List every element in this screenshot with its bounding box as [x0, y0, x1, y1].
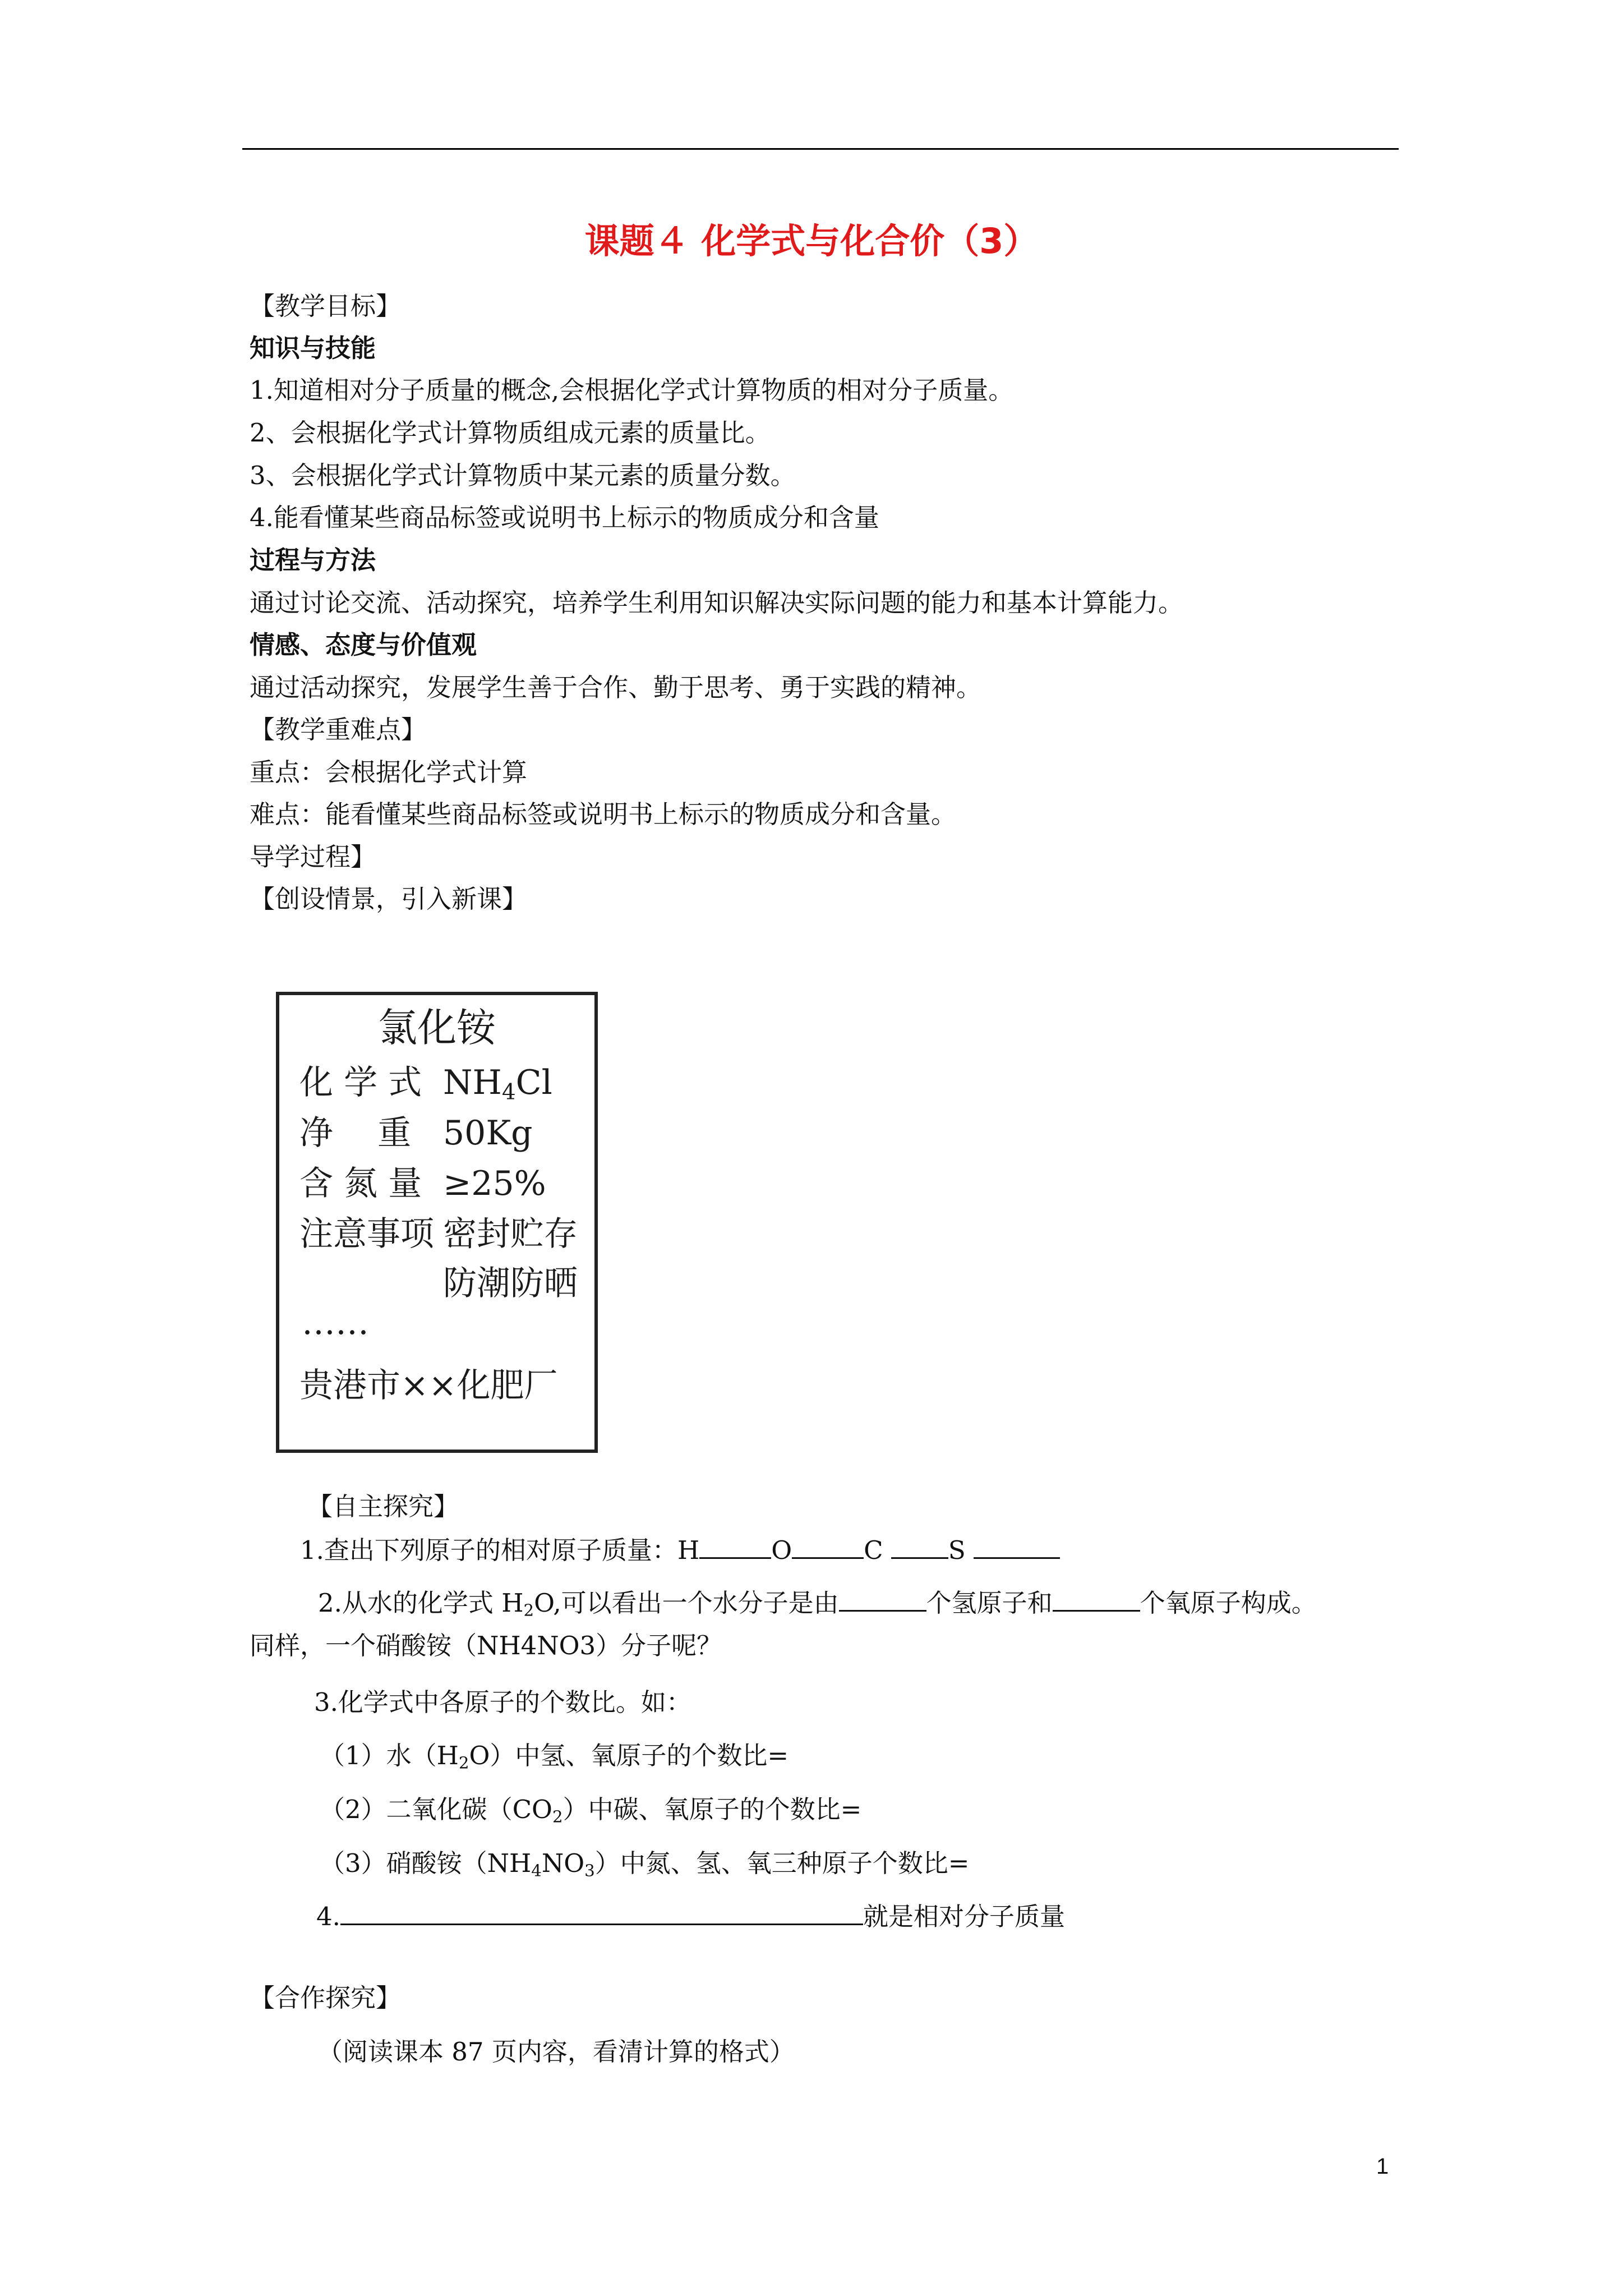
section-objectives: 【教学目标】: [250, 291, 402, 321]
label-nitrogen-key: 含 氮 量: [299, 1164, 422, 1203]
fertilizer-label: [276, 992, 598, 1453]
process-text: 通过讨论交流、活动探究，培养学生利用知识解决实际问题的能力和基本计算能力。: [250, 588, 1184, 618]
label-notes-key: 注意事项: [299, 1214, 434, 1254]
key-point: 重点：会根据化学式计算: [250, 757, 528, 787]
knowledge-item-2: 2、会根据化学式计算物质组成元素的质量比。: [250, 418, 771, 448]
blank-o-count: [1053, 1586, 1140, 1612]
process-heading: 过程与方法: [250, 545, 376, 575]
guide-process: 导学过程】: [250, 842, 376, 872]
blank-o: [792, 1534, 864, 1559]
question-3-item-2: （2）二氧化碳$(CO_2)$中碳、氧原子的个数比=: [320, 1795, 862, 1826]
coop-text: （阅读课本 87 页内容，看清计算的格式）: [317, 2037, 795, 2067]
question-2-line-2: 同样，一个硝酸铵（NH4NO3）分子呢？: [250, 1631, 722, 1660]
page-number: 1: [1376, 2154, 1389, 2179]
label-weight-key: 净 重: [299, 1114, 412, 1153]
knowledge-item-1: 1.知道相对分子质量的概念,会根据化学式计算物质的相对分子质量。: [250, 375, 1014, 405]
label-notes-value-1: 密封贮存: [443, 1214, 578, 1254]
label-ellipsis: ……: [302, 1303, 369, 1342]
label-formula-key: 化 学 式: [299, 1063, 422, 1102]
question-3-item-1: （1）水$(H_2O)$中氢、氧原子的个数比=: [320, 1741, 789, 1773]
difficult-point: 难点：能看懂某些商品标签或说明书上标示的物质成分和含量。: [250, 799, 957, 829]
question-2: 2.从水的化学式 $H_2O$,可以看出一个水分子是由 个氢原子和 个氧原子构成。: [318, 1586, 1317, 1627]
knowledge-heading: 知识与技能: [250, 333, 376, 363]
page-title: 课题４ 化学式与化合价（3）: [584, 220, 1039, 261]
emotion-heading: 情感、态度与价值观: [250, 630, 477, 660]
section-intro: 【创设情景，引入新课】: [250, 884, 528, 914]
section-self: 【自主探究】: [307, 1492, 459, 1521]
blank-h-count: [839, 1586, 926, 1612]
label-notes-value-2: 防潮防晒: [443, 1264, 578, 1303]
label-product-name: 氯化铵: [378, 1005, 496, 1051]
label-weight-value: 50Kg: [443, 1114, 533, 1153]
section-keypoints: 【教学重难点】: [250, 715, 427, 744]
emotion-text: 通过活动探究，发展学生善于合作、勤于思考、勇于实践的精神。: [250, 673, 982, 702]
label-factory: 贵港市××化肥厂: [299, 1366, 558, 1405]
label-formula-value: $NH_4Cl$: [443, 1063, 552, 1105]
question-3-intro: 3.化学式中各原子的个数比。如：: [314, 1687, 691, 1717]
knowledge-item-4: 4.能看懂某些商品标签或说明书上标示的物质成分和含量: [250, 503, 879, 532]
section-coop: 【合作探究】: [250, 1983, 402, 2013]
question-1: 1.查出下列原子的相对原子质量：H O C S: [300, 1534, 1060, 1567]
header-rule: [242, 148, 1399, 150]
blank-s: [974, 1534, 1060, 1559]
blank-definition: [340, 1900, 863, 1925]
label-nitrogen-value: ≥25%: [443, 1164, 546, 1203]
question-3-item-3: （3）硝酸铵$(NH_4NO_3)$中氮、氢、氧三种原子个数比=: [320, 1848, 970, 1880]
blank-c: [891, 1534, 948, 1559]
knowledge-item-3: 3、会根据化学式计算物质中某元素的质量分数。: [250, 461, 796, 490]
blank-h: [699, 1534, 771, 1559]
question-4: 4. 就是相对分子质量: [316, 1900, 1065, 1934]
